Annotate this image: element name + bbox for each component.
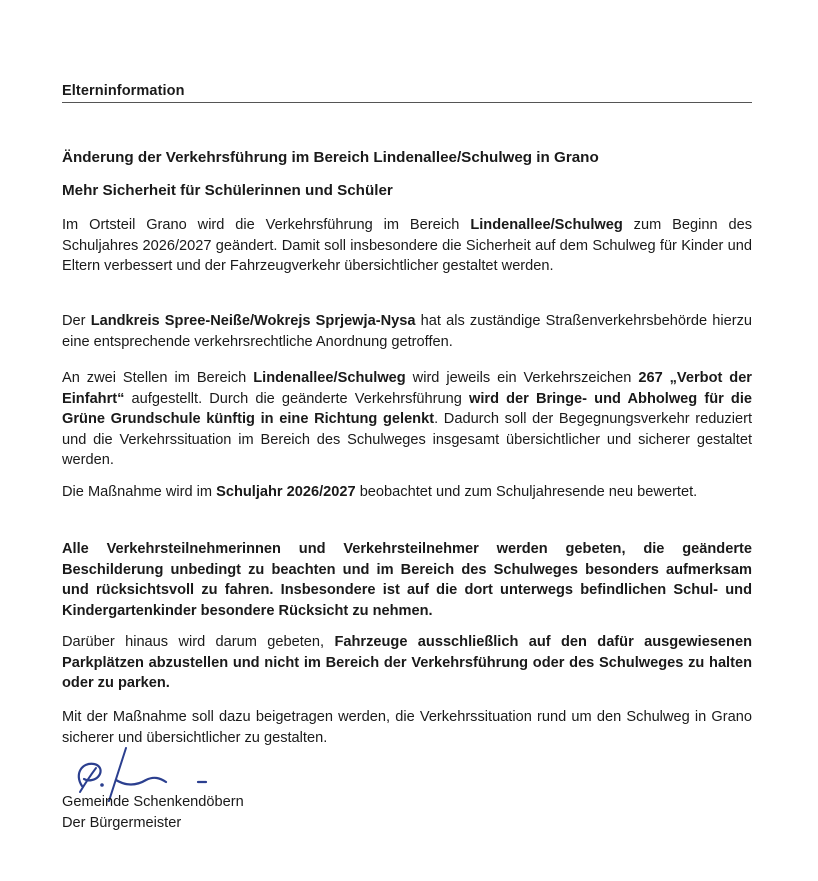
paragraph-evaluation — [62, 482, 752, 503]
p3-bold-3: wird der Bringe- und Abholweg für die Grüne Grundschule künftig in eine Richtung gelenkt — [62, 390, 752, 427]
p3-text-1: An zwei Stellen im Bereich — [62, 370, 254, 386]
p1-text-1: Im Ortsteil Grano wird die Verkehrsführung im Bereich — [62, 217, 471, 233]
paragraph-appeal: Alle Verkehrsteilnehmerinnen und Verkehrsteilnehmer werden gebeten, die geänderte Beschilderung unbedingt zu beachten und im Bereich des Schulweges besonders aufmerksam und rücksichtsvoll zu fahren. Insbesondere ist auf die dort unterwegs befindlichen Schul- und Kindergartenkinder besondere Rücksicht zu nehmen. — [62, 541, 752, 619]
paragraph-closing: Mit der Maßnahme soll dazu beigetragen werden, die Verkehrssituation rund um den Schulweg in Grano sicherer und übersichtlicher zu gestalten. — [62, 709, 752, 746]
document-title: Änderung der Verkehrsführung im Bereich Lindenallee/Schulweg in Grano — [62, 149, 599, 166]
p3-text-4: . Dadurch soll der Begegnungsverkehr reduziert und die Verkehrssituation im Bereich des Schulweges insgesamt übersichtlicher und sicherer gestaltet werden. — [62, 411, 752, 468]
p4-text-1: Die Maßnahme wird im — [62, 484, 217, 500]
p1-bold-1: Lindenallee/Schulweg — [470, 217, 623, 233]
header-title: Elterninformation — [62, 83, 185, 99]
p3-text-3: aufgestellt. Durch die geänderte Verkehrsführung — [124, 390, 469, 407]
signature-role: Der Bürgermeister — [62, 815, 182, 831]
p4-text-2: beobachtet und zum Schuljahresende neu bewertet. — [355, 484, 698, 500]
paragraph-intro — [62, 215, 752, 277]
handwritten-signature — [68, 742, 228, 802]
p2-bold-1: Landkreis Spree-Neiße/Wokrejs Sprjewja-Nysa — [90, 313, 416, 329]
paragraph-parking — [62, 632, 752, 694]
paragraph-traffic-signs — [62, 368, 752, 471]
p3-text-2: wird jeweils ein Verkehrszeichen — [405, 370, 639, 386]
document-subtitle: Mehr Sicherheit für Schülerinnen und Schüler — [62, 182, 393, 199]
p1-text-2: zum Beginn des Schuljahres 2026/2027 geändert. Damit soll insbesondere die Sicherheit auf dem Schulweg für Kinder und Eltern verbessert und der Fahrzeugverkehr übersichtlicher gestaltet werden. — [62, 217, 752, 274]
p6-bold-1: Fahrzeuge ausschließlich auf den dafür ausgewiesenen Parkplätzen abzustellen und nicht im Bereich der Verkehrsführung oder des Schulweges zu halten oder zu parken. — [62, 634, 752, 691]
p6-text-1: Darüber hinaus wird darum gebeten, — [62, 634, 335, 650]
p4-bold-1: Schuljahr 2026/2027 — [216, 484, 356, 500]
p3-bold-2: 267 „Verbot der Einfahrt“ — [62, 370, 752, 407]
p2-text-2: hat als zuständige Straßenverkehrsbehörde hierzu eine entsprechende verkehrsrechtliche Anordnung getroffen. — [62, 313, 753, 350]
p3-bold-1: Lindenallee/Schulweg — [253, 370, 406, 386]
signature-organization: Gemeinde Schenkendöbern — [62, 794, 244, 810]
page-header — [62, 82, 752, 103]
p2-text-1: Der — [62, 313, 91, 329]
paragraph-authority — [62, 311, 752, 352]
